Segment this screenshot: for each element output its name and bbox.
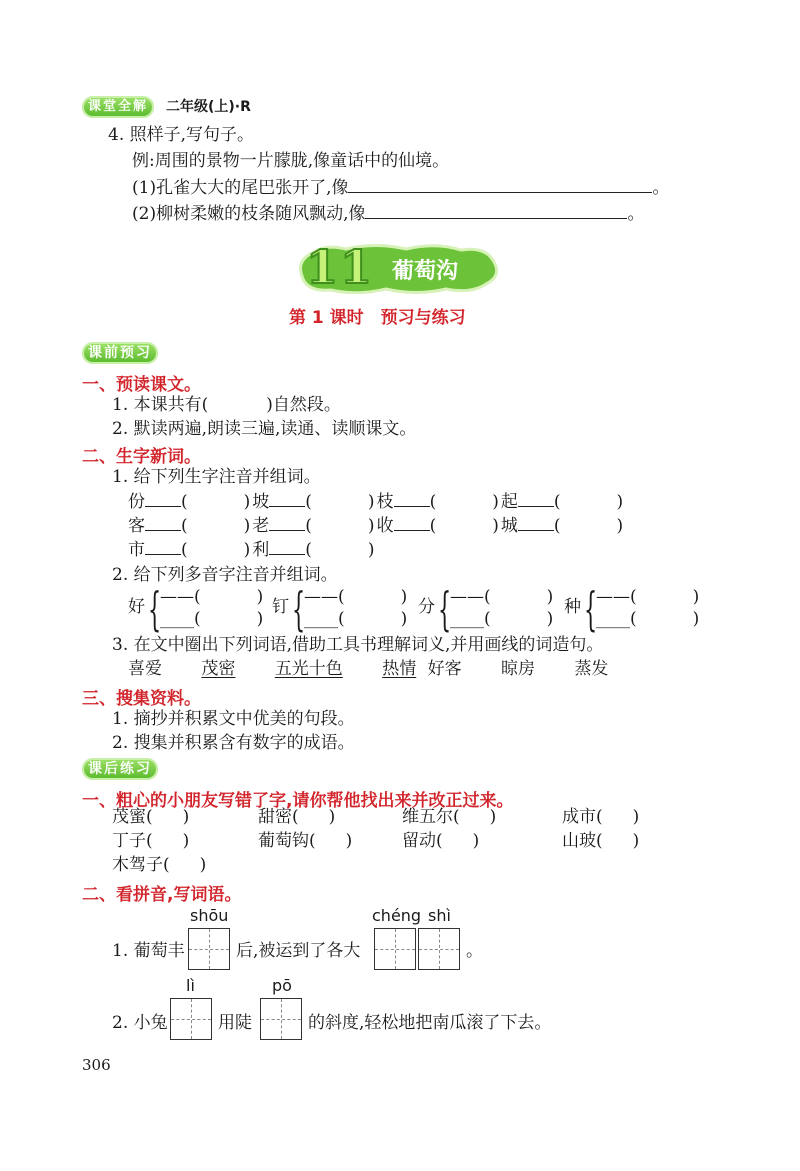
- word-underlined: 五光十色: [274, 659, 343, 679]
- q4-title: 4. 照样子,写句子。: [108, 125, 255, 145]
- err-6: 葡萄钩( ): [258, 831, 353, 851]
- poly-brace-2: {: [292, 582, 306, 636]
- word: 晾房: [501, 659, 536, 679]
- write-grid[interactable]: [374, 928, 416, 970]
- words-row: [128, 658, 608, 680]
- poly-brace-1: {: [148, 582, 162, 636]
- lesson-subtitle: 第 1 课时 预习与练习: [289, 308, 466, 328]
- p2-a: 2. 小兔: [112, 1013, 168, 1033]
- poly-item-4: 种: [564, 597, 581, 617]
- page-number: 306: [82, 1056, 111, 1074]
- err-5: 丁子( ): [112, 831, 190, 851]
- write-grid[interactable]: [260, 998, 302, 1040]
- pre-sec2-3: 3. 在文中圈出下列词语,借助工具书理解词义,并用画线的词造句。: [112, 635, 604, 655]
- pre-sec3-1: 1. 摘抄并积累文中优美的句段。: [112, 709, 355, 729]
- post-sec2: 二、看拼音,写词语。: [82, 885, 242, 905]
- err-3: 维五尔( ): [402, 807, 497, 827]
- pre-sec2-1: 1. 给下列生字注音并组词。: [112, 467, 321, 487]
- p1-a: 1. 葡萄丰: [112, 941, 185, 961]
- lesson-title: 葡萄沟: [392, 259, 459, 284]
- poly-lines-2: ——( ) ____( ): [304, 587, 408, 629]
- poly-item-2: 钉: [272, 597, 289, 617]
- pre-sec3-2: 2. 搜集并积累含有数字的成语。: [112, 733, 355, 753]
- err-2: 甜密( ): [258, 807, 336, 827]
- pre-badge: 课前预习: [82, 342, 158, 364]
- pinyin-shi: shì: [428, 906, 451, 925]
- p2-b: 用陡: [218, 1013, 252, 1033]
- pre-sec1-2: 2. 默读两遍,朗读三遍,读通、读顺课文。: [112, 419, 417, 439]
- err-4: 成市( ): [562, 807, 640, 827]
- poly-lines-1: ——( ) ____( ): [160, 587, 264, 629]
- poly-lines-4: ——( ) ____( ): [596, 587, 700, 629]
- word: 好客: [427, 659, 462, 679]
- pre-sec1-1: 1. 本课共有( )自然段。: [112, 395, 341, 415]
- poly-lines-3: ——( ) ____( ): [450, 587, 554, 629]
- word: 蒸发: [574, 659, 609, 679]
- pinyin-cheng: chéng: [372, 906, 422, 925]
- word-underlined: 茂密: [201, 659, 236, 679]
- p2-c: 的斜度,轻松地把南瓜滚了下去。: [308, 1013, 552, 1033]
- post-sec1: 一、粗心的小朋友写错了字,请你帮他找出来并改正过来。: [82, 791, 514, 811]
- header-badge: 课堂全解: [82, 96, 154, 118]
- post-badge: 课后练习: [82, 758, 158, 780]
- write-grid[interactable]: [188, 928, 230, 970]
- pre-sec3: 三、搜集资料。: [82, 689, 201, 709]
- grade-label: 二年级(上)·R: [166, 99, 251, 115]
- lesson-number: 11: [306, 240, 375, 294]
- pinyin-li: lì: [186, 976, 195, 995]
- q4-s2: (2)柳树柔嫩的枝条随风飘动,像 。: [132, 204, 645, 224]
- char-row-3: 市 ( ) 利 ( ): [128, 540, 375, 560]
- err-9: 木驾子( ): [112, 855, 207, 875]
- err-7: 留动( ): [402, 831, 480, 851]
- p1-b: 后,被运到了各大: [236, 941, 361, 961]
- poly-brace-4: {: [584, 582, 598, 636]
- pinyin-shou: shōu: [190, 906, 229, 925]
- poly-brace-3: {: [438, 582, 452, 636]
- write-grid[interactable]: [170, 998, 212, 1040]
- write-grid[interactable]: [418, 928, 460, 970]
- pre-sec1: 一、预读课文。: [82, 375, 201, 395]
- q4-s1: (1)孔雀大大的尾巴张开了,像 。: [132, 178, 670, 198]
- char-row-2: 客 ( ) 老 ( ) 收 ( ) 城 ( ): [128, 516, 624, 536]
- pinyin-po: pō: [272, 976, 292, 995]
- p1-c: 。: [466, 941, 483, 961]
- err-8: 山玻( ): [562, 831, 640, 851]
- char-row-1: 份 ( ) 坡 ( ) 枝 ( ) 起 ( ): [128, 492, 624, 512]
- word: 喜爱: [128, 659, 162, 679]
- q4-example: 例:周围的景物一片朦胧,像童话中的仙境。: [132, 151, 450, 171]
- pre-sec2-2: 2. 给下列多音字注音并组词。: [112, 565, 338, 585]
- err-1: 茂蜜( ): [112, 807, 190, 827]
- poly-item-3: 分: [418, 597, 435, 617]
- word-underlined: 热情: [382, 659, 417, 679]
- pre-sec2: 二、生字新词。: [82, 447, 201, 467]
- poly-item-1: 好: [128, 597, 145, 617]
